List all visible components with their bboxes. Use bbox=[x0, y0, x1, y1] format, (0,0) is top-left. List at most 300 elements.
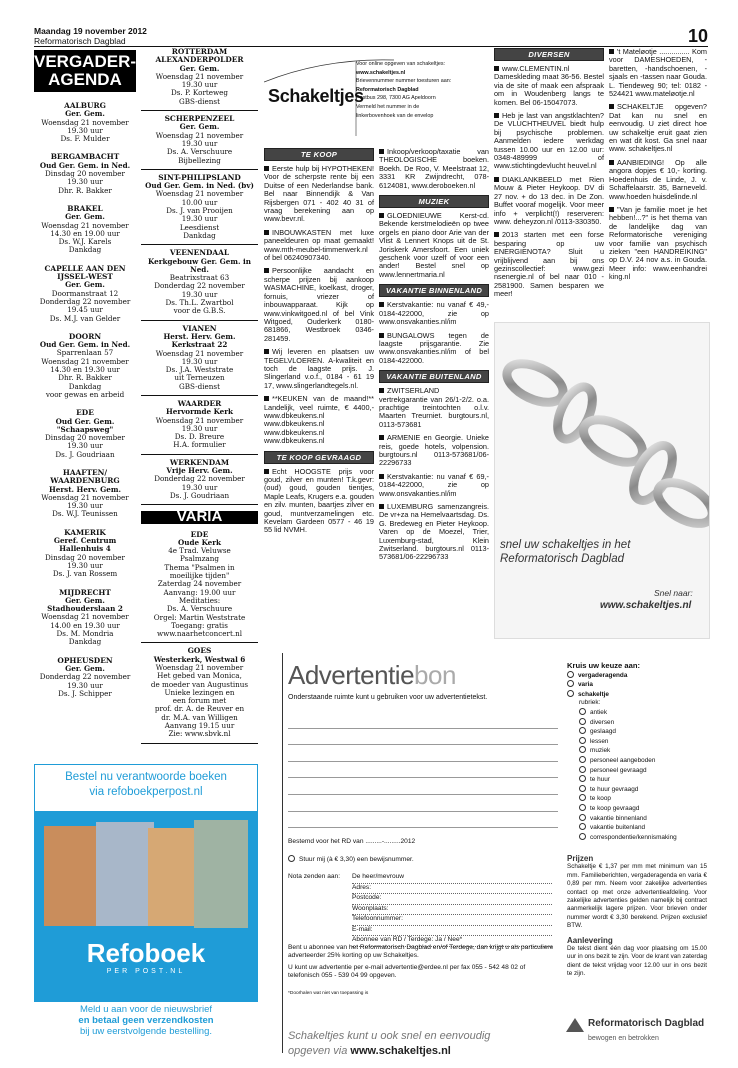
entry-place: DOORN bbox=[68, 331, 102, 341]
page-number: 10 bbox=[687, 26, 708, 46]
choice-radio-icon bbox=[579, 785, 586, 792]
entry-place: GOES bbox=[187, 646, 212, 656]
entry-line: de moeder van Augustinus bbox=[150, 679, 249, 689]
entry-line: 19.30 uur bbox=[181, 482, 218, 492]
rd-logo-icon bbox=[566, 1018, 584, 1032]
bon-line[interactable] bbox=[288, 729, 558, 746]
entry-line: Aanvang 19.15 uur bbox=[164, 721, 235, 731]
entry-line: Dhr. R. Bakker bbox=[58, 185, 112, 195]
entry-place: VEENENDAAL bbox=[169, 248, 230, 258]
entry-line: Woensdag 21 november bbox=[155, 189, 244, 199]
choice-radio-icon bbox=[579, 727, 586, 734]
entry-line: dr. M.A. van Willigen bbox=[161, 712, 238, 722]
entry-line: Woensdag 21 november bbox=[155, 130, 244, 140]
entry-line: GBS-dienst bbox=[179, 381, 220, 391]
entry-church: Oud Ger. Gem. in Ned. (bv) bbox=[145, 181, 254, 191]
bullet-square-icon bbox=[609, 104, 614, 109]
entry-line: 19.30 uur bbox=[181, 423, 218, 433]
entry-line: Meditaties: bbox=[178, 595, 221, 605]
classified-ad: DIAKLANKBEELD met Rien Mouw & Pieter Heykoop. DV di 27 nov. + do 13 dec. in De Zon. Buffet vooraf mogelijk. Voor meer info + verplicht(!) reserveren: www. deheyzon.nl /0113-330350. bbox=[494, 174, 604, 226]
entry-line: Ds. W.J. Teunissen bbox=[52, 509, 118, 519]
entry-line: Woensdag 21 november bbox=[41, 612, 129, 622]
agenda-entry bbox=[141, 643, 258, 743]
rubriek-label-text: te huur bbox=[590, 776, 610, 784]
header-date: Maandag 19 november 2012 bbox=[34, 26, 147, 36]
rubriek-item[interactable] bbox=[567, 775, 707, 785]
entry-line: een forum met bbox=[172, 696, 227, 706]
entry-line: Bijbellezing bbox=[178, 155, 221, 165]
agenda-entry bbox=[34, 409, 136, 459]
entry-church: Hervormde Kerk bbox=[165, 407, 234, 417]
schakeltjes-info-line: Voor online opgeven van schakeltjes: bbox=[356, 61, 446, 67]
entry-place: SINT-PHILIPSLAND bbox=[158, 172, 241, 182]
bon-field[interactable]: De heer/mevrouw bbox=[352, 873, 552, 884]
refoboek-headline bbox=[34, 770, 258, 800]
delivery-text: De tekst dient één dag voor plaatsing om 15.00 uur in ons bezit te zijn. Voor de krant van zaterdag dient de tekst vrijdag voor 12.00 uur in ons bezit te zijn. bbox=[567, 945, 708, 978]
entry-line: Dankdag bbox=[68, 381, 102, 391]
schakeltjes-info-line: Vermeld het nummer in de bbox=[356, 103, 420, 110]
choice-title: Kruis uw keuze aan: bbox=[567, 661, 641, 670]
entry-line: Het gebed van Monica, bbox=[157, 671, 242, 681]
entry-place: EDE bbox=[190, 529, 209, 539]
agenda-entry bbox=[141, 245, 258, 320]
entry-line: Ds. M.J. van Gelder bbox=[49, 313, 121, 323]
entry-church: Oud Ger. Gem. in Ned. bbox=[39, 160, 131, 170]
entry-place: WERKENDAM bbox=[169, 457, 230, 467]
classified-ad: **KEUKEN van de maand!** Landelijk, veel ruimte, € 4400,- www.dbkeukens.nl www.dbkeukens.nl www.dbkeukens.nl www.dbkeukens.nl bbox=[264, 394, 374, 446]
rubriek-item[interactable] bbox=[567, 794, 707, 804]
rubriek-item[interactable] bbox=[567, 833, 707, 843]
bullet-square-icon bbox=[264, 166, 269, 171]
schakeltjes-info-line: Brievennummer nummer toesturen aan: bbox=[356, 78, 452, 85]
bullet-square-icon bbox=[494, 177, 499, 182]
entry-line: 14.30 en 19.00 uur bbox=[50, 228, 120, 238]
bon-footnote: *Doorhalen wat niet van toepassing is bbox=[288, 991, 369, 996]
bon-bestemd[interactable]: Bestemd voor het RD van .........-.........2012 bbox=[288, 838, 416, 845]
entry-line: 19.30 uur bbox=[67, 125, 103, 135]
classified-ad: AANBIEDING! Op alle angora dopjes € 10,- korting. Hoedenhuis de Linde, J. v. Schaffelaarstr. 35, Barneveld. www.hoeden huisdelinde.nl bbox=[609, 157, 707, 201]
agenda-title: VERGADER-AGENDA bbox=[34, 50, 136, 92]
rubriek-label-text: lessen bbox=[590, 737, 609, 745]
agenda-entry bbox=[34, 102, 136, 143]
bon-stuur-label: Stuur mij (à € 3,30) een bewijsnummer. bbox=[299, 856, 414, 863]
entry-line: 19.30 uur bbox=[181, 80, 218, 90]
rubriek-label-text: te koop gevraagd bbox=[590, 804, 640, 812]
refoboek-headline-2: via refoboekperpost.nl bbox=[89, 786, 203, 798]
classified-ad: LUXEMBURG samenzangreis. De vr+za na Hemelvaartsdag. Ds. G. Bredeweg en Pieter Heykoop. Varen op de Moezel, Trier, Luxemburg-stad, Klein Zwitserland. burgtours.nl 0113-573681/06-22296733 bbox=[379, 502, 489, 562]
entry-line: uit Terneuzen bbox=[174, 373, 225, 383]
entry-line: 19.30 uur bbox=[181, 138, 218, 148]
entry-line: Zie: www.sbvk.nl bbox=[168, 729, 231, 739]
classified-ad: Persoonlijke aandacht en scherpe prijzen bij aankoop WASMACHINE, koelkast, droger, fornuis, vriezer of inbouwapparaat. Kijk op www.vinkwitgoed.nl of bel Vink Witgoed, Ouderkerk 0180-681866, Westbroek 0346-281459. bbox=[264, 266, 374, 343]
agenda-column-2 bbox=[141, 48, 258, 744]
entry-line: Donderdag 22 november bbox=[39, 672, 131, 682]
entry-line: Ds. J. Goudriaan bbox=[169, 490, 230, 500]
choice-radio-icon bbox=[579, 718, 586, 725]
choice-list bbox=[567, 662, 707, 842]
classified-ad: "Van je familie moet je het hebben!...?" is het thema van de landelijke dag van Reformatorische vereniging voor familie van psychisch zieken "een HANDREIKING" op D.V. 24 nov a.s. in Gouda. Meer info: www.eenhandrei king.nl bbox=[609, 204, 707, 282]
rubriek-label: rubriek: bbox=[579, 699, 601, 707]
agenda-entry bbox=[141, 48, 258, 111]
entry-line: Ds. A. Verschuure bbox=[166, 147, 233, 157]
entry-place: AALBURG bbox=[64, 101, 106, 110]
agenda-entry bbox=[34, 529, 136, 579]
classified-ad: Eerste hulp bij HYPOTHEKEN! Voor de scherpste rente bij een Duitse of een Nederlandse bank. Bel naar Binnendijk & Van Rijsbergen 071 - 402 40 31 of vraag berekening aan op www.bevr.nl. bbox=[264, 164, 374, 224]
classified-ad: 2013 starten met een forse besparing op uw ENERGIENOTA? Sluit u vrijblijvend aan bij ons gezinscollectief: www.gezi nsenergie.nl of bel naar 010 - 2581900. Samen besparen we meer! bbox=[494, 230, 604, 299]
category-header: MUZIEK bbox=[379, 195, 489, 208]
classified-ad: ARMENIE en Georgie. Unieke reis, goede hotels, volpension. burgtours.nl 0113-573681/06-22296733 bbox=[379, 433, 489, 468]
choice-radio-icon bbox=[579, 756, 586, 763]
entry-line: 19.30 uur bbox=[67, 560, 103, 570]
bon-line[interactable] bbox=[288, 762, 558, 779]
entry-line: 19.30 uur bbox=[67, 680, 103, 690]
agenda-entry bbox=[34, 153, 136, 194]
entry-line: 19.30 uur bbox=[181, 356, 218, 366]
schakeltjes-logo: Schakeltjes bbox=[268, 86, 364, 106]
rubriek-item[interactable] bbox=[567, 718, 707, 728]
varia-title: VARIA bbox=[141, 511, 258, 523]
schakeltjes-info-line: Postbus 298, 7300 AG Apeldoorn bbox=[356, 95, 436, 102]
entry-place: WAARDER bbox=[177, 398, 222, 408]
entry-line: 14.30 en 19.30 uur bbox=[50, 365, 120, 375]
choice-radio-icon bbox=[579, 708, 586, 715]
bon-border bbox=[282, 653, 283, 1053]
entry-church: Oude Kerk bbox=[177, 537, 222, 547]
bullet-square-icon bbox=[264, 469, 269, 474]
entry-line: Dankdag bbox=[68, 245, 102, 255]
entry-line: Doormanstraat 12 bbox=[51, 288, 119, 298]
entry-place: BERGAMBACHT bbox=[50, 152, 120, 162]
entry-line: Beatrixstraat 63 bbox=[169, 273, 230, 283]
agenda-entry bbox=[141, 321, 258, 396]
entry-line: Woensdag 21 november bbox=[41, 492, 129, 502]
bullet-square-icon bbox=[264, 349, 269, 354]
rubriek-label-text: te koop bbox=[590, 795, 611, 803]
refoboek-newsletter-3: bij uw eerstvolgende bestelling. bbox=[79, 1026, 213, 1037]
entry-line: Ds. J. van Prooijen bbox=[166, 206, 233, 216]
choice-radio-icon bbox=[579, 814, 586, 821]
entry-place: MIJDRECHT bbox=[59, 587, 111, 597]
entry-line: Thema "Psalmen in bbox=[164, 562, 235, 572]
header-paper: Reformatorisch Dagblad bbox=[34, 36, 126, 46]
entry-line: Woensdag 21 november bbox=[41, 220, 129, 230]
entry-line: Zaterdag 24 november bbox=[157, 579, 242, 589]
bon-line[interactable] bbox=[288, 712, 558, 729]
classified-ad: INBOUWKASTEN met luxe paneeldeuren op maat gemaakt! www.mth-meubel-timmerwerk.nl of bel 06240907340. bbox=[264, 227, 374, 263]
entry-line: Woensdag 21 november bbox=[155, 663, 244, 672]
bon-stuur[interactable] bbox=[288, 855, 414, 864]
entry-line: Dhr. R. Bakker bbox=[58, 373, 112, 383]
bon-line[interactable] bbox=[288, 795, 558, 812]
category-header: VAKANTIE BINNENLAND bbox=[379, 284, 489, 297]
bullet-square-icon bbox=[379, 302, 384, 307]
entry-line: Orgel: Martin Weststrate bbox=[153, 612, 246, 622]
rubriek-item[interactable] bbox=[567, 804, 707, 814]
entry-church: Westerkerk, Westwal 6 bbox=[153, 654, 246, 664]
bon-abo-text: Bent u abonnee van het Reformatorisch Dagblad en/of Terdege, dan krijgt u als particuliere adverteerder 25% korting op uw Schakeltjes. bbox=[288, 944, 554, 960]
refoboek-newsletter-2: en betaal geen verzendkosten bbox=[78, 1015, 214, 1026]
rubriek-label-text: geslaagd bbox=[590, 728, 616, 736]
classified-ad: BUNGALOWS tegen de laagste prijsgarantie. Zie www.onsvakanties.nl/im of bel 0184-422000. bbox=[379, 330, 489, 365]
choice-label: schakeltje bbox=[578, 690, 609, 698]
refoboek-logo-sub: PER POST.NL bbox=[106, 968, 186, 975]
bullet-square-icon bbox=[609, 49, 614, 54]
bon-field[interactable]: Woonplaats: bbox=[352, 905, 552, 916]
bon-field[interactable]: Abonnee van RD / Terdege: Ja / Nee* bbox=[352, 936, 552, 947]
agenda-entry bbox=[141, 455, 258, 505]
entry-place: KAMERIK bbox=[64, 527, 106, 537]
bon-mail-text: U kunt uw advertentie per e-mail advertentie@erdee.nl per fax 055 - 542 48 02 of telefonisch 055 - 539 04 99 opgeven. bbox=[288, 964, 526, 980]
bon-footer-2a: opgeven via bbox=[288, 1045, 348, 1057]
classified-ad: Heb je last van angstklachten? De VLUCHTHEUVEL biedt hulp bij psychische problemen. Aanmelden iedere werkdag tussen 10.00 uur en 12.00 uur: 0348-489999 of www.stichtingdevlucht heuvel.nl bbox=[494, 111, 604, 171]
classified-ad: SCHAKELTJE opgeven? Dat kan nu snel en eenvoudig. U ziet direct hoe uw schakeltje eruit gaat zien en wat dit kost. Ga snel naar www. schakeltjes.nl bbox=[609, 102, 707, 154]
choice-radio-icon bbox=[579, 775, 586, 782]
bullet-square-icon bbox=[379, 435, 384, 440]
choice-radio-icon bbox=[567, 671, 574, 678]
category-header: TE KOOP bbox=[264, 148, 374, 161]
agenda-entry bbox=[141, 527, 258, 644]
rubriek-item[interactable] bbox=[567, 708, 707, 718]
entry-line: H.A. formulier bbox=[173, 440, 226, 450]
promo-line2: Reformatorisch Dagblad bbox=[500, 553, 625, 565]
bon-line[interactable] bbox=[288, 745, 558, 762]
entry-church: Ger. Gem. Stadhouderslaan 2 bbox=[47, 595, 123, 614]
bullet-square-icon bbox=[494, 113, 499, 118]
entry-line: Woensdag 21 november bbox=[155, 415, 244, 425]
promo-text bbox=[500, 538, 630, 566]
entry-line: Donderdag 22 november bbox=[154, 474, 245, 484]
bon-title-a: Advertentie bbox=[288, 660, 415, 690]
bon-line[interactable] bbox=[288, 778, 558, 795]
bullet-square-icon bbox=[609, 160, 614, 165]
choice-radio-icon bbox=[579, 794, 586, 801]
refoboek-newsletter-1: Meld u aan voor de nieuwsbrief bbox=[79, 1004, 213, 1015]
entry-line: Ds. J. Goudriaan bbox=[55, 449, 115, 459]
entry-place: BRAKEL bbox=[67, 203, 103, 213]
agenda-entry bbox=[34, 657, 136, 698]
bullet-square-icon bbox=[379, 333, 384, 338]
entry-line: 19.30 uur bbox=[67, 441, 103, 451]
refoboek-newsletter bbox=[34, 1004, 258, 1037]
entry-line: Ds. P. Korteweg bbox=[170, 88, 229, 98]
entry-line: Ds. J. van Rossem bbox=[52, 569, 118, 579]
agenda-entry bbox=[141, 170, 258, 245]
classified-ad: Kerstvakantie: nu vanaf € 69,- 0184-422000, zie op www.onsvakanties.nl/im bbox=[379, 471, 489, 498]
entry-church: Herst. Herv. Gem. bbox=[49, 484, 121, 494]
bullet-square-icon bbox=[379, 388, 384, 393]
entry-line: voor de G.B.S. bbox=[173, 306, 226, 316]
entry-line: 10.00 uur bbox=[181, 197, 218, 207]
agenda-entry bbox=[34, 205, 136, 255]
entry-line: Dinsdag 20 november bbox=[45, 433, 125, 443]
entry-line: Ds. J. Schipper bbox=[58, 688, 112, 698]
schakeltjes-info-line: Reformatorisch Dagblad bbox=[356, 86, 419, 93]
entry-church: Ger. Gem. bbox=[65, 212, 105, 222]
entry-church: Geref. Centrum Hallenhuis 4 bbox=[53, 536, 117, 554]
rubriek-item[interactable] bbox=[567, 727, 707, 737]
classified-ad: www.CLEMENTIN.nl Dameskleding maat 36-56. Bestel via de site of maak een afspraak om in Woudenberg langs te komen. Bel 06-15047073. bbox=[494, 64, 604, 107]
classifieds-column-1 bbox=[264, 148, 374, 540]
bon-field[interactable]: Telefoonnummer: bbox=[352, 915, 552, 926]
entry-line: Donderdag 22 november bbox=[154, 281, 245, 291]
entry-line: Aanvang: 19.00 uur bbox=[163, 587, 236, 597]
entry-line: Ds. Th.L. Zwartbol bbox=[165, 298, 234, 308]
entry-line: 19.45 uur bbox=[67, 305, 103, 315]
promo-line1: snel uw schakeltjes in het bbox=[500, 539, 631, 551]
rubriek-item[interactable] bbox=[567, 756, 707, 766]
entry-line: Toegang: gratis bbox=[171, 620, 228, 630]
choice-radio-icon bbox=[579, 804, 586, 811]
bullet-square-icon bbox=[494, 232, 499, 237]
entry-church: Oud Ger. Gem. "Schaapsweg" bbox=[55, 416, 115, 434]
category-header: TE KOOP GEVRAAGD bbox=[264, 451, 374, 464]
agenda-entry bbox=[34, 333, 136, 399]
entry-line: Ds. A. Verschuure bbox=[166, 604, 233, 614]
bon-nota-label: Nota zenden aan: bbox=[288, 873, 341, 880]
entry-line: Woensdag 21 november bbox=[41, 117, 129, 127]
rubriek-label-text: diversen bbox=[590, 718, 615, 726]
entry-line: 19.30 uur bbox=[181, 214, 218, 224]
choice-item[interactable] bbox=[567, 690, 707, 700]
rubriek-label-text: correspondentie/kennismaking bbox=[590, 833, 677, 841]
bon-footer-2 bbox=[288, 1045, 451, 1057]
bewijsnummer-checkbox[interactable] bbox=[288, 855, 295, 862]
classified-ad: Echt HOOGSTE prijs voor goud, zilver en munten! T.k.gevr: (oud) goud, gouden tientjes, Maple Leafs, Krugers e.a. gouden en zilv. munten, baartjes zilver en goud, muntverzamelingen etc. Kevelam Gardeen 0577 - 46 19 55 lid NVMH. bbox=[264, 466, 374, 535]
rd-logo-name: Reformatorisch Dagblad bbox=[588, 1018, 705, 1029]
entry-church: Kerkgebouw Ger. Gem. in Ned. bbox=[148, 256, 251, 274]
choice-radio-icon bbox=[567, 690, 574, 697]
bullet-square-icon bbox=[379, 213, 384, 218]
choice-radio-icon bbox=[579, 823, 586, 830]
agenda-entry bbox=[34, 589, 136, 647]
entry-church: Ger. Gem. bbox=[179, 63, 220, 73]
bullet-square-icon bbox=[379, 474, 384, 479]
entry-line: 19.30 uur bbox=[181, 289, 218, 299]
entry-place: ROTTERDAM ALEXANDERPOLDER bbox=[155, 48, 244, 65]
book-covers-image bbox=[44, 820, 248, 930]
rubriek-item[interactable] bbox=[567, 737, 707, 747]
entry-line: Unieke lezingen en bbox=[164, 687, 235, 697]
classified-ad: Inkoop/verkoop/taxatie van THEOLOGISCHE boeken. Boekh. De Roo, V. Meelstraat 12, 3331 KR Zwijndrecht, 078-6124081, www.deroboeken.nl bbox=[379, 147, 489, 190]
entry-line: voor gewas en arbeid bbox=[45, 389, 125, 399]
agenda-column-1 bbox=[34, 50, 136, 698]
category-header: VAKANTIE BUITENLAND bbox=[379, 370, 489, 383]
rd-logo-slogan: bewogen en betrokken bbox=[588, 1035, 659, 1042]
bullet-square-icon bbox=[494, 66, 499, 71]
rubriek-item[interactable] bbox=[567, 766, 707, 776]
rubriek-label-text: vakantie buitenland bbox=[590, 824, 646, 832]
entry-line: Woensdag 21 november bbox=[41, 356, 129, 366]
bon-footer-1: Schakeltjes kunt u ook snel en eenvoudig bbox=[288, 1030, 491, 1042]
agenda-entry bbox=[34, 469, 136, 519]
entry-line: Psalmzang bbox=[179, 554, 220, 564]
entry-line: Ds. J.A. Weststrate bbox=[165, 365, 234, 375]
agenda-entry bbox=[34, 265, 136, 323]
classified-ad: Wij leveren en plaatsen uw TEGELVLOEREN. A-kwaliteit en toch de laagste prijs. J. Slingerland v.o.f., 0184 - 61 19 17, www.slingerlandtegels.nl. bbox=[264, 347, 374, 390]
delivery-title: Aanlevering bbox=[567, 935, 613, 945]
entry-place: OPHEUSDEN bbox=[57, 655, 113, 665]
rubriek-item[interactable] bbox=[567, 785, 707, 795]
schakeltjes-info bbox=[356, 60, 488, 120]
entry-line: Dankdag bbox=[68, 637, 102, 647]
entry-line: Donderdag 22 november bbox=[39, 296, 131, 306]
entry-church: Ger. Gem. bbox=[65, 663, 105, 673]
entry-church: Herst. Herv. Gem. Kerkstraat 22 bbox=[163, 331, 236, 350]
promo-url[interactable]: www.schakeltjes.nl bbox=[600, 600, 692, 611]
choice-item[interactable] bbox=[567, 680, 707, 690]
classified-ad: ZWITSERLAND vertrekgarantie van 26/1-2/2. o.a. prachtige treintochten o.l.v. Maarten Treurniet. burgtours.nl, 0113-573681 bbox=[379, 386, 489, 429]
bon-fields[interactable] bbox=[352, 873, 552, 947]
choice-radio-icon bbox=[579, 833, 586, 840]
entry-line: 19.30 uur bbox=[67, 177, 103, 187]
header-rule bbox=[34, 46, 708, 47]
prices-block bbox=[567, 855, 707, 979]
choice-radio-icon bbox=[579, 737, 586, 744]
choice-label: varia bbox=[578, 681, 593, 689]
bullet-square-icon bbox=[264, 396, 269, 401]
classifieds-column-4 bbox=[609, 48, 707, 287]
bon-field[interactable]: E-mail: bbox=[352, 926, 552, 937]
bon-text-lines[interactable] bbox=[288, 712, 558, 828]
entry-line: Dinsdag 20 november bbox=[45, 169, 125, 179]
bon-field[interactable]: Postcode: bbox=[352, 894, 552, 905]
choice-item[interactable] bbox=[567, 671, 707, 681]
rubriek-item[interactable] bbox=[567, 823, 707, 833]
classifieds-column-2 bbox=[379, 148, 489, 567]
choice-radio-icon bbox=[579, 766, 586, 773]
entry-church: Oud Ger. Gem. in Ned. bbox=[39, 340, 131, 350]
refoboek-logo: Refoboek bbox=[86, 938, 206, 968]
promo-now: Snel naar: bbox=[654, 588, 693, 598]
entry-place: EDE bbox=[76, 408, 94, 418]
classified-ad: GLOEDNIEUWE Kerst-cd. Bekende kerstmelodieën op twee orgels en piano door Arie van der Vlist & Lennert Knops uit de St. Joriskerk Amersfoort. Een uniek geschenk voor uzelf of voor een ander! Bestel snel op www.lennertmaria.nl bbox=[379, 211, 489, 279]
entry-line: moeilijke tijden" bbox=[169, 571, 230, 581]
bon-footer-url[interactable]: www.schakeltjes.nl bbox=[350, 1045, 451, 1057]
rubriek-item[interactable] bbox=[567, 746, 707, 756]
entry-line: prof. dr. A. de Reuver en bbox=[154, 704, 245, 714]
rubriek-label-text: te huur gevraagd bbox=[590, 785, 639, 793]
choice-radio-icon bbox=[567, 680, 574, 687]
entry-line: Leesdienst bbox=[179, 222, 220, 232]
entry-line: GBS-dienst bbox=[179, 96, 220, 106]
bullet-square-icon bbox=[264, 230, 269, 235]
page-header-date bbox=[34, 26, 147, 46]
rubriek-label-text: muziek bbox=[590, 747, 611, 755]
entry-line: 19.30 uur bbox=[67, 501, 103, 511]
entry-line: Ds. F. Mulder bbox=[60, 134, 110, 144]
entry-line: Woensdag 21 november bbox=[155, 71, 244, 81]
entry-line: Ds. D. Breure bbox=[174, 432, 225, 442]
bullet-square-icon bbox=[609, 207, 614, 212]
entry-church: Ger. Gem. bbox=[65, 280, 105, 290]
schakeltjes-info-line: www.schakeltjes.nl bbox=[356, 69, 406, 76]
classifieds-column-3 bbox=[494, 48, 604, 304]
entry-church: Ger. Gem. bbox=[65, 109, 105, 119]
bon-line[interactable] bbox=[288, 812, 558, 829]
rubriek-label-text: vakantie binnenland bbox=[590, 814, 647, 822]
choice-radio-icon bbox=[579, 746, 586, 753]
bon-field[interactable]: Adres: bbox=[352, 884, 552, 895]
rubriek-label-text: personeel gevraagd bbox=[590, 766, 647, 774]
entry-church: Ger. Gem. bbox=[179, 122, 220, 132]
bon-title bbox=[288, 660, 456, 691]
bullet-square-icon bbox=[264, 268, 269, 273]
rubriek-label-text: antiek bbox=[590, 708, 608, 716]
rubriek-item[interactable] bbox=[567, 814, 707, 824]
entry-line: 4e Trad. Veluwse bbox=[168, 546, 231, 556]
entry-church: Vrije Herv. Gem. bbox=[166, 466, 233, 476]
entry-line: Ds. W.J. Karels bbox=[58, 237, 112, 247]
